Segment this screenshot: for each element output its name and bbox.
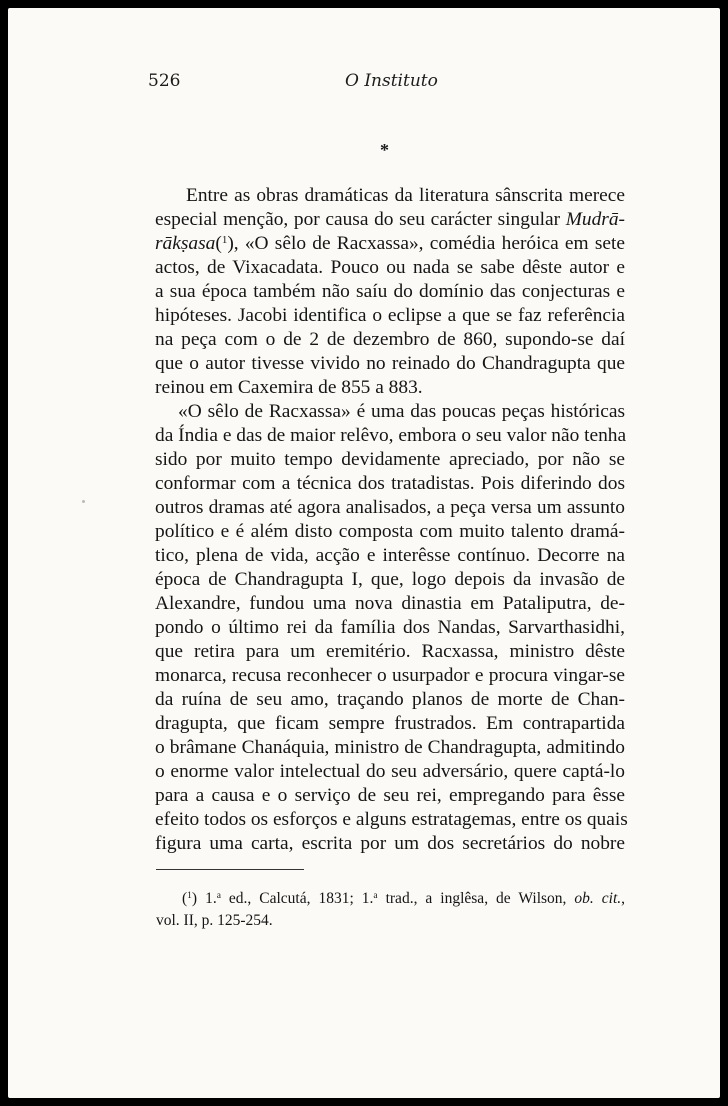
footnote-marker: 1 [187, 891, 192, 901]
section-mark: * [380, 140, 389, 160]
text-line: outros dramas até agora analisados, a peça versa um assunto [155, 497, 625, 518]
footnote-ordinal: a [373, 891, 378, 901]
footnote-continuation: vol. II, p. 125-254. [156, 912, 273, 929]
text-line: político e é além disto composta com muito talento dramá- [155, 521, 625, 542]
footnote-ordinal: a [216, 891, 221, 901]
text-line: Entre as obras dramáticas da literatura sânscrita merece [186, 185, 625, 206]
text-line: efeito todos os esforços e alguns estratagemas, entre os quais [155, 809, 628, 830]
footnote-text: , [621, 890, 626, 907]
text-line: Alexandre, fundou uma nova dinastia em Pataliputra, de- [155, 593, 625, 614]
text-line: monarca, recusa reconhecer o usurpador e procura vingar-se [155, 665, 625, 686]
text-line: reinou em Caxemira de 855 a 883. [155, 377, 423, 398]
text-line: época de Chandragupta I, que, logo depois da invasão de [155, 569, 625, 590]
text-line: tico, plena de vida, acção e interêsse contínuo. Decorre na [155, 545, 625, 566]
text-line [155, 208, 625, 232]
text-line: a sua época também não saíu do domínio das conjecturas e [155, 281, 625, 302]
footnote-divider [156, 869, 304, 870]
text-line: na peça com o de 2 de dezembro de 860, supondo-se daí [155, 329, 625, 350]
text-line: figura uma carta, escrita por um dos secretários do nobre [155, 833, 625, 854]
text-line: actos, de Vixacadata. Pouco ou nada se sabe dêste autor e [155, 257, 625, 278]
text-line: para a causa e o serviço de seu rei, empregando para êsse [155, 785, 625, 806]
text-line: que retira para um eremitério. Racxassa, ministro dêste [155, 641, 625, 662]
text-run: , «O sêlo de Racxassa», comédia heróica em sete [233, 233, 625, 254]
text-line: que o autor tivesse vivido no reinado do Chandragupta que [155, 353, 625, 374]
book-page [8, 8, 720, 1098]
footnote-text: trad., a inglêsa, de Wilson, [377, 890, 575, 907]
text-line: rākṣasa($^1$), «O sêlo de Racxassa», comédia heróica em sete [155, 233, 625, 254]
paper-speck [82, 500, 85, 503]
text-line: hipóteses. Jacobi identifica o eclipse a que se faz referência [155, 305, 625, 326]
text-line: o enorme valor intelectual do seu adversário, quere captá-lo [155, 761, 625, 782]
footnote-text: ed., Calcutá, 1831; 1. [220, 890, 374, 907]
text-line: sido por muito tempo devidamente apreciado, por não se [155, 449, 625, 470]
footnote-citation: ob. cit. [574, 890, 622, 907]
footnote: ($^1$) 1.$^a$ ed., Calcutá, 1831; 1.$^a$ trad., a inglêsa, de Wilson, ob. cit., [182, 890, 626, 907]
text-line: o brâmane Chanáquia, ministro de Chandragupta, admitindo [155, 737, 625, 758]
text-line: pondo o último rei da família dos Nandas, Sarvarthasidhi, [155, 617, 625, 638]
footnote-reference: 1 [221, 234, 228, 246]
text-line: dragupta, que ficam sempre frustrados. Em contrapartida [155, 713, 625, 734]
text-line: da ruína de seu amo, traçando planos de morte de Chan- [155, 689, 625, 710]
text-line: «O sêlo de Racxassa» é uma das poucas peças históricas [178, 401, 625, 422]
italic-title: rākṣasa [155, 233, 216, 254]
italic-title: Mudrā- [565, 209, 625, 230]
page-number: 526 [148, 71, 181, 91]
text-line: da Índia e das de maior relêvo, embora o seu valor não tenha [155, 425, 627, 446]
footnote-text: 1. [205, 890, 217, 907]
text-line: conformar com a técnica dos tratadistas. Pois diferindo dos [155, 473, 625, 494]
running-title: O Instituto [345, 71, 438, 91]
page-header [148, 71, 628, 95]
text-run: especial menção, por causa do seu carácter singular [155, 209, 561, 230]
